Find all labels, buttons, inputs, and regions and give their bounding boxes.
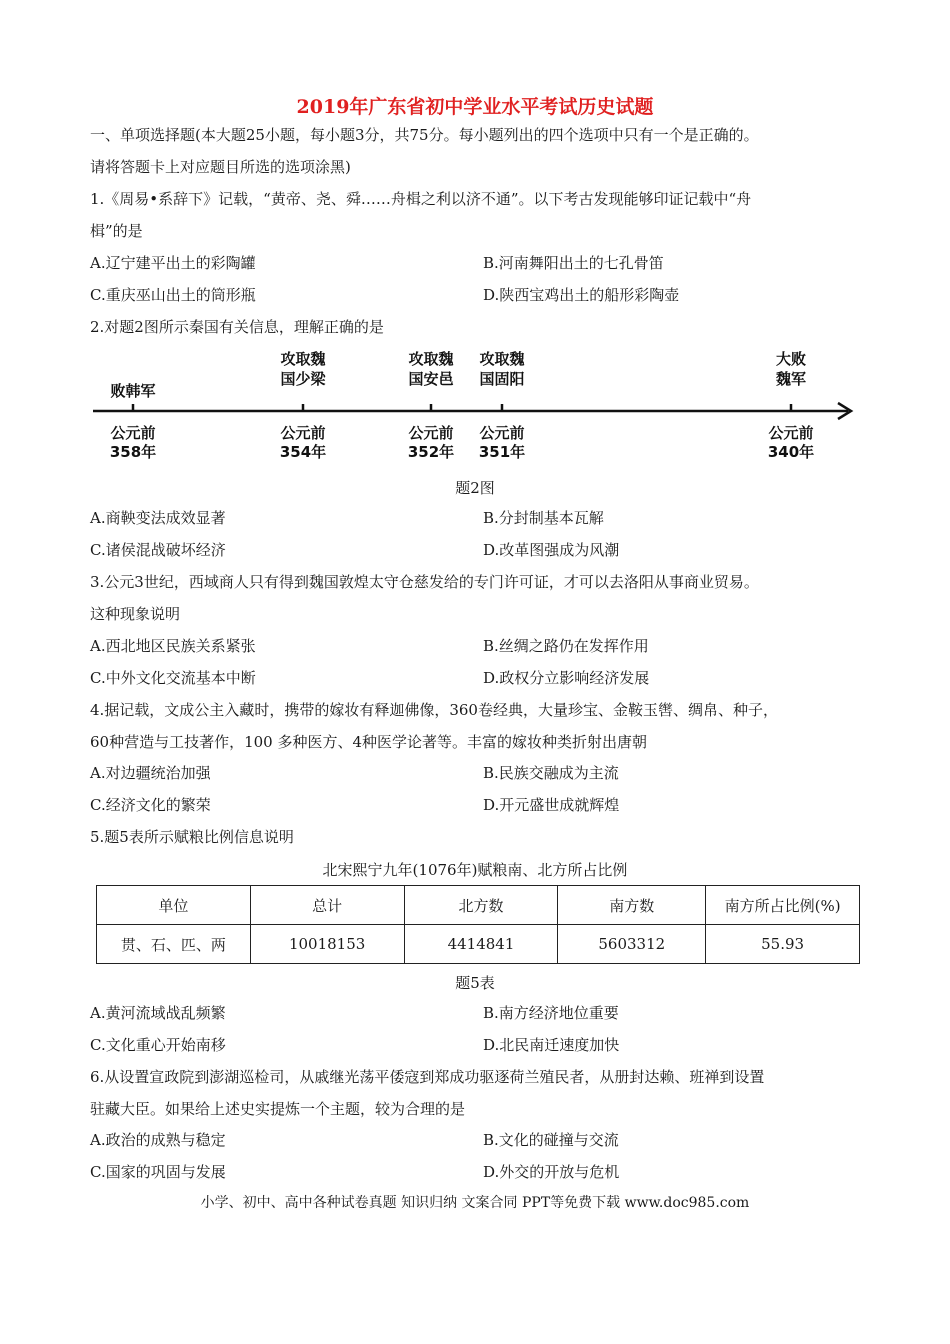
table-header-cell: 单位 xyxy=(97,886,251,925)
timeline-event-label: 败韩军 xyxy=(110,382,156,400)
q6-option-c: C.国家的巩固与发展 xyxy=(90,1163,226,1181)
timeline-year-label: 352年 xyxy=(407,443,455,461)
timeline-year-label: 公元前 xyxy=(768,424,814,442)
timeline-event-340 xyxy=(768,350,814,461)
table-cell: 贯、石、匹、两 xyxy=(97,925,251,964)
q2-timeline-figure xyxy=(0,340,950,470)
section-instruction-line-1: 一、单项选择题(本大题25小题，每小题3分，共75分。每小题列出的四个选项中只有一个是正确的。 xyxy=(90,126,759,144)
exam-title: 2019年广东省初中学业水平考试历史试题 xyxy=(296,96,654,118)
timeline-event-352 xyxy=(408,350,454,461)
timeline-year-label: 公元前 xyxy=(408,424,454,442)
q6-option-d: D.外交的开放与危机 xyxy=(483,1163,620,1181)
q6-option-a: A.政治的成熟与稳定 xyxy=(90,1131,226,1149)
timeline-year-label: 公元前 xyxy=(280,424,326,442)
q3-stem-line-2: 这种现象说明 xyxy=(90,605,181,623)
table-header-cell: 北方数 xyxy=(404,886,558,925)
table-cell: 5603312 xyxy=(558,925,706,964)
q3-option-d: D.政权分立影响经济发展 xyxy=(483,669,650,687)
q4-option-a: A.对边疆统治加强 xyxy=(90,764,211,782)
timeline-event-354 xyxy=(280,350,327,461)
q4-stem-line-1: 4.据记载，文成公主入藏时，携带的嫁妆有释迦佛像，360卷经典，大量珍宝、金鞍玉辔、绸帛、种子， xyxy=(90,701,778,719)
timeline-year-label: 354年 xyxy=(279,443,327,461)
timeline-year-label: 351年 xyxy=(478,443,526,461)
q5-option-a: A.黄河流域战乱频繁 xyxy=(90,1004,226,1022)
table-cell: 55.93 xyxy=(706,925,860,964)
q5-data-table xyxy=(96,885,860,964)
q5-option-b: B.南方经济地位重要 xyxy=(483,1004,619,1022)
timeline-event-label: 国少梁 xyxy=(280,370,326,388)
q2-stem-line-1: 2.对题2图所示秦国有关信息，理解正确的是 xyxy=(90,318,384,336)
q6-stem-line-2: 驻藏大臣。如果给上述史实提炼一个主题，较为合理的是 xyxy=(90,1100,466,1118)
timeline-event-label: 攻取魏 xyxy=(479,350,525,368)
table-header-cell: 总计 xyxy=(250,886,404,925)
timeline-event-label: 魏军 xyxy=(775,370,807,388)
q4-option-b: B.民族交融成为主流 xyxy=(483,764,619,782)
timeline-year-label: 公元前 xyxy=(479,424,525,442)
table-header-cell: 南方所占比例(%) xyxy=(706,886,860,925)
q5-option-d: D.北民南迁速度加快 xyxy=(483,1036,620,1054)
q5-table-title: 北宋熙宁九年(1076年)赋粮南、北方所占比例 xyxy=(322,861,628,879)
timeline-event-label: 国安邑 xyxy=(408,370,454,388)
table-header-cell: 南方数 xyxy=(558,886,706,925)
q5-stem-line-1: 5.题5表所示赋粮比例信息说明 xyxy=(90,828,294,846)
section-instruction-line-2: 请将答题卡上对应题目所选的选项涂黑) xyxy=(90,158,351,176)
q1-option-b: B.河南舞阳出土的七孔骨笛 xyxy=(483,254,664,272)
q4-stem-line-2: 60种营造与工技著作，100 多种医方、4种医学论著等。丰富的嫁妆种类折射出唐朝 xyxy=(90,733,648,751)
q1-stem-line-1: 1.《周易•系辞下》记载，“黄帝、尧、舜……舟楫之利以济不通”。以下考古发现能够印证记载中“舟 xyxy=(90,190,752,208)
timeline-event-label: 国固阳 xyxy=(479,370,525,388)
q3-stem-line-1: 3.公元3世纪，西域商人只有得到魏国敦煌太守仓慈发给的专门许可证，才可以去洛阳从事商业贸易。 xyxy=(90,573,759,591)
q5-table-caption: 题5表 xyxy=(455,974,495,992)
q5-option-c: C.文化重心开始南移 xyxy=(90,1036,226,1054)
q1-option-a: A.辽宁建平出土的彩陶罐 xyxy=(90,254,256,272)
timeline-year-label: 340年 xyxy=(767,443,815,461)
timeline-event-351 xyxy=(479,350,525,461)
q2-option-a: A.商鞅变法成效显著 xyxy=(90,509,226,527)
q3-option-b: B.丝绸之路仍在发挥作用 xyxy=(483,637,649,655)
q6-stem-line-1: 6.从设置宣政院到澎湖巡检司，从戚继光荡平倭寇到郑成功驱逐荷兰殖民者，从册封达赖、班禅到设置 xyxy=(90,1068,765,1086)
q1-stem-line-2: 楫”的是 xyxy=(90,222,143,240)
timeline-year-label: 公元前 xyxy=(110,424,156,442)
timeline-event-358 xyxy=(110,382,156,461)
q1-option-d: D.陕西宝鸡出土的船形彩陶壶 xyxy=(483,286,680,304)
q1-option-c: C.重庆巫山出土的筒形瓶 xyxy=(90,286,256,304)
q2-figure-caption: 题2图 xyxy=(455,479,495,497)
q3-option-a: A.西北地区民族关系紧张 xyxy=(90,637,256,655)
page-footer: 小学、初中、高中各种试卷真题 知识归纳 文案合同 PPT等免费下载 www.doc985.com xyxy=(200,1195,750,1211)
q4-option-c: C.经济文化的繁荣 xyxy=(90,796,211,814)
q4-option-d: D.开元盛世成就辉煌 xyxy=(483,796,620,814)
timeline-event-label: 攻取魏 xyxy=(408,350,454,368)
q2-option-c: C.诸侯混战破坏经济 xyxy=(90,541,226,559)
table-cell: 10018153 xyxy=(250,925,404,964)
timeline-year-label: 358年 xyxy=(109,443,157,461)
timeline-event-label: 大败 xyxy=(775,350,807,368)
q2-option-b: B.分封制基本瓦解 xyxy=(483,509,604,527)
table-row xyxy=(97,925,860,964)
q6-option-b: B.文化的碰撞与交流 xyxy=(483,1131,619,1149)
q3-option-c: C.中外文化交流基本中断 xyxy=(90,669,256,687)
q2-option-d: D.改革图强成为风潮 xyxy=(483,541,620,559)
table-header-row xyxy=(97,886,860,925)
timeline-event-label: 攻取魏 xyxy=(280,350,326,368)
table-cell: 4414841 xyxy=(404,925,558,964)
